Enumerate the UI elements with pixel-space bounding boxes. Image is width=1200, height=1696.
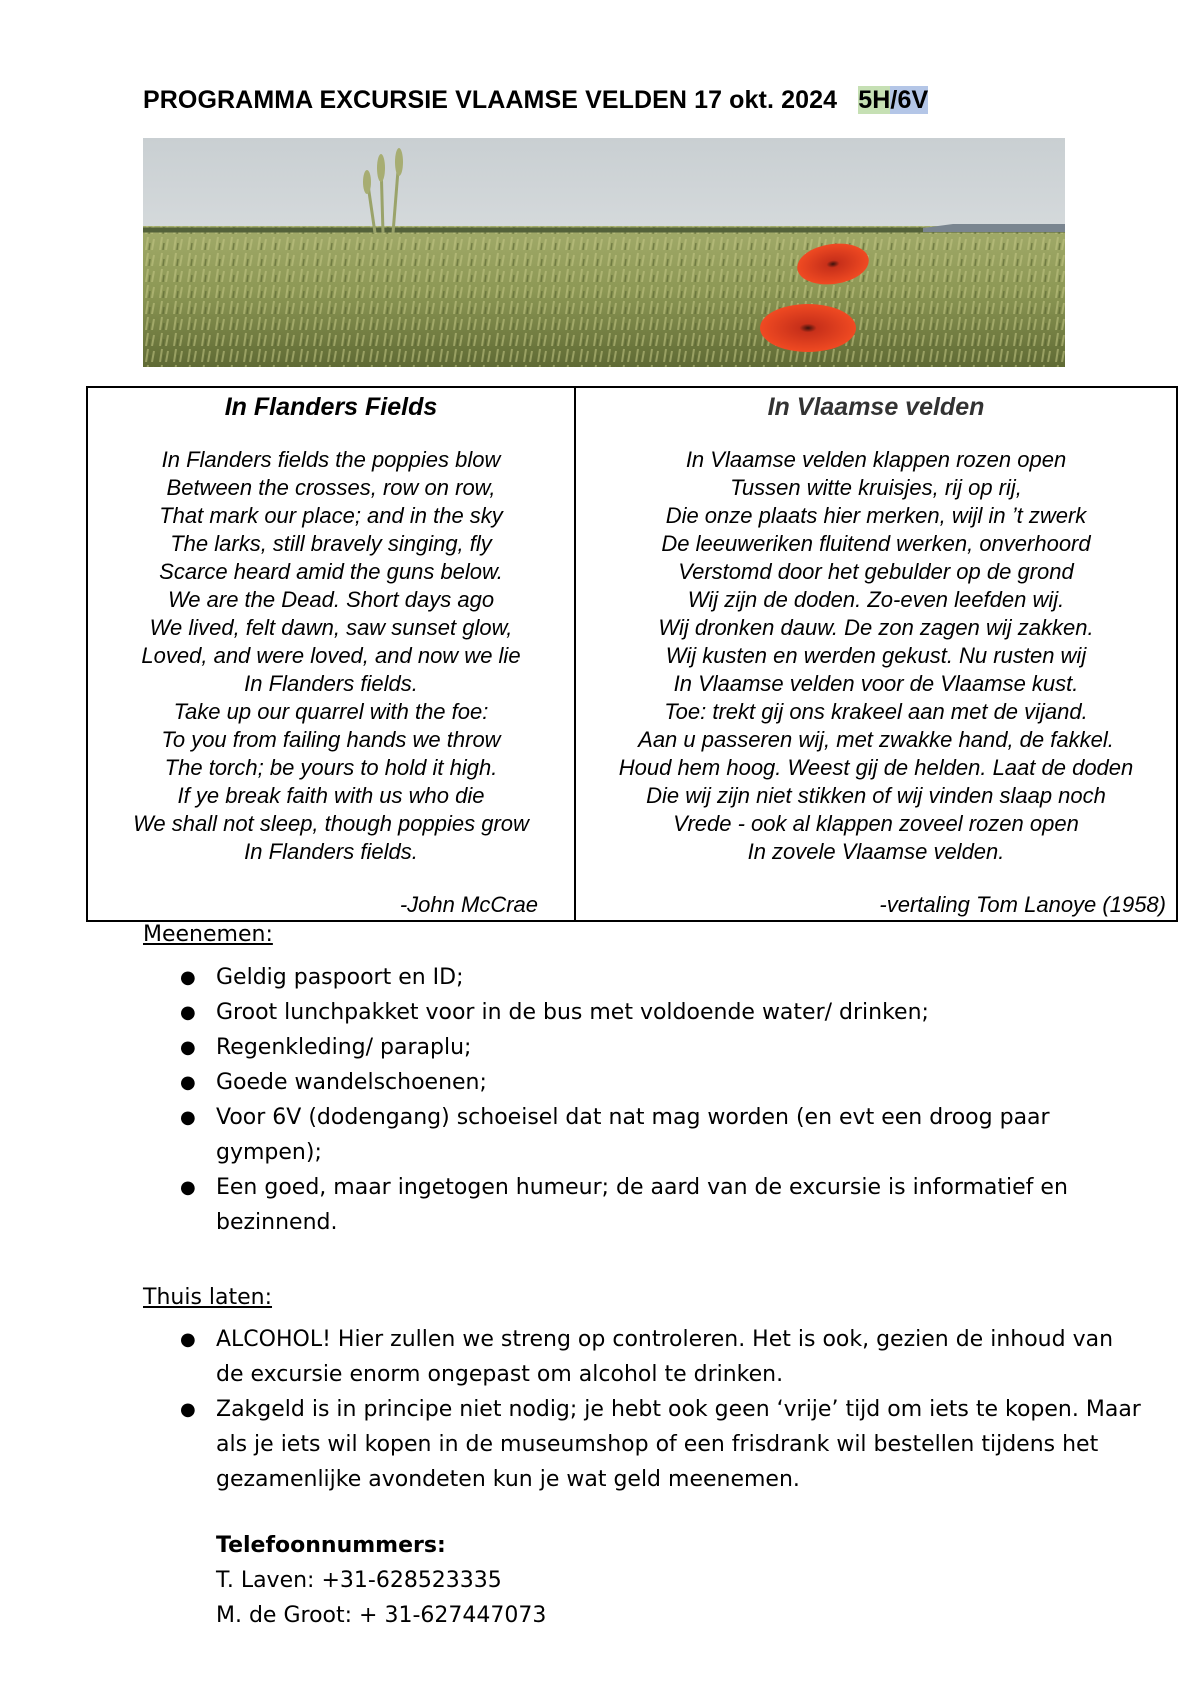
poem-line: Wij zijn de doden. Zo-even leefden wij. <box>687 587 1065 612</box>
poem-english-title: In Flanders Fields <box>224 393 438 421</box>
list-item <box>143 1392 1143 1497</box>
list-item <box>143 960 1143 995</box>
list-item <box>143 1030 1143 1065</box>
bullet-icon: ● <box>180 967 196 988</box>
poem-line: In Vlaamse velden klappen rozen open <box>685 447 1067 472</box>
list-item-text: Regenkleding/ paraplu; <box>216 1035 472 1060</box>
poem-line: Tussen witte kruisjes, rij op rij, <box>730 475 1022 500</box>
list-item-text: Een goed, maar ingetogen humeur; de aard van de excursie is informatief en bezinnend. <box>216 1175 1068 1235</box>
poem-line: To you from failing hands we throw <box>161 727 501 752</box>
list-item <box>143 1170 1143 1240</box>
bullet-icon: ● <box>180 1002 196 1023</box>
poem-line: The torch; be yours to hold it high. <box>164 755 498 780</box>
poem-line: We lived, felt dawn, saw sunset glow, <box>149 615 513 640</box>
poem-line: Aan u passeren wij, met zwakke hand, de fakkel. <box>638 727 1114 752</box>
class-tag-separator: / <box>890 86 898 114</box>
poem-line: Scarce heard amid the guns below. <box>159 559 503 584</box>
poem-dutch-lines <box>576 446 1176 866</box>
list-item <box>143 1100 1143 1170</box>
poem-line: In Flanders fields. <box>244 839 418 864</box>
list-item <box>143 995 1143 1030</box>
poem-line: Die wij zijn niet stikken of wij vinden slaap noch <box>646 783 1106 808</box>
poem-line: Wij kusten en werden gekust. Nu rusten wij <box>665 643 1087 668</box>
poem-english <box>88 388 576 920</box>
poem-line: That mark our place; and in the sky <box>159 503 503 528</box>
title-text: PROGRAMMA EXCURSIE VLAAMSE VELDEN 17 okt. 2024 <box>143 86 838 114</box>
bullet-icon: ● <box>180 1107 196 1128</box>
class-tag-6v: 6V <box>897 86 929 114</box>
bring-list <box>143 960 1143 1240</box>
page-title <box>143 86 928 115</box>
bring-heading: Meenemen: <box>143 922 273 947</box>
poem-dutch-author: -vertaling Tom Lanoye (1958) <box>879 892 1166 917</box>
leave-list <box>143 1322 1143 1497</box>
poem-line: Between the crosses, row on row, <box>166 475 496 500</box>
poem-dutch <box>576 388 1176 920</box>
class-tag-5h: 5H <box>858 86 891 114</box>
list-item-text: Goede wandelschoenen; <box>216 1070 487 1095</box>
poem-line: The larks, still bravely singing, fly <box>170 531 492 556</box>
poem-line: In Flanders fields the poppies blow <box>161 447 501 472</box>
poem-line: Vrede - ook al klappen zoveel rozen open <box>673 811 1079 836</box>
poem-english-author: -John McCrae <box>399 892 538 917</box>
wheat-field-with-poppies-image <box>143 138 1065 367</box>
bullet-icon: ● <box>180 1329 196 1350</box>
phone-numbers-heading: Telefoonnummers: <box>216 1533 446 1558</box>
list-item <box>143 1322 1143 1392</box>
poem-line: De leeuweriken fluitend werken, onverhoord <box>661 531 1091 556</box>
poem-line: Toe: trekt gij ons krakeel aan met de vijand. <box>664 699 1088 724</box>
list-item <box>143 1065 1143 1100</box>
poem-line: We are the Dead. Short days ago <box>167 587 495 612</box>
list-item-text: Geldig paspoort en ID; <box>216 965 464 990</box>
poem-dutch-title: In Vlaamse velden <box>767 393 985 421</box>
poem-line: In Flanders fields. <box>244 671 418 696</box>
poem-line: We shall not sleep, though poppies grow <box>133 811 529 836</box>
poem-table <box>86 386 1178 922</box>
poem-line: Wij dronken dauw. De zon zagen wij zakken. <box>658 615 1094 640</box>
phone-entry-de-groot: M. de Groot: + 31-627447073 <box>216 1603 547 1628</box>
bullet-icon: ● <box>180 1399 196 1420</box>
bullet-icon: ● <box>180 1072 196 1093</box>
poem-line: Houd hem hoog. Weest gij de helden. Laat de doden <box>618 755 1134 780</box>
poem-english-lines <box>88 446 574 866</box>
poem-line: Loved, and were loved, and now we lie <box>141 643 521 668</box>
poem-line: In Vlaamse velden voor de Vlaamse kust. <box>673 671 1079 696</box>
poem-line: Die onze plaats hier merken, wijl in ’t zwerk <box>665 503 1087 528</box>
poem-line: If ye break faith with us who die <box>177 783 485 808</box>
list-item-text: Groot lunchpakket voor in de bus met voldoende water/ drinken; <box>216 1000 929 1025</box>
bullet-icon: ● <box>180 1177 196 1198</box>
phone-entry-laven: T. Laven: +31-628523335 <box>216 1568 502 1593</box>
list-item-text: ALCOHOL! Hier zullen we streng op controleren. Het is ook, gezien de inhoud van de excursie enorm ongepast om alcohol te drinken. <box>216 1327 1114 1387</box>
list-item-text: Voor 6V (dodengang) schoeisel dat nat mag worden (en evt een droog paar gympen); <box>216 1105 1050 1165</box>
phone-numbers <box>216 1528 546 1633</box>
banner-image <box>143 138 1065 367</box>
poem-line: Verstomd door het gebulder op de grond <box>678 559 1074 584</box>
bullet-icon: ● <box>180 1037 196 1058</box>
poem-line: In zovele Vlaamse velden. <box>747 839 1005 864</box>
leave-heading: Thuis laten: <box>143 1285 273 1310</box>
list-item-text: Zakgeld is in principe niet nodig; je hebt ook geen ‘vrije’ tijd om iets te kopen. Maar als je iets wil kopen in de museumshop of een frisdrank wil bestellen tijdens het gezamenlijke avondeten kun je wat geld meenemen. <box>216 1397 1141 1492</box>
poem-line: Take up our quarrel with the foe: <box>173 699 489 724</box>
